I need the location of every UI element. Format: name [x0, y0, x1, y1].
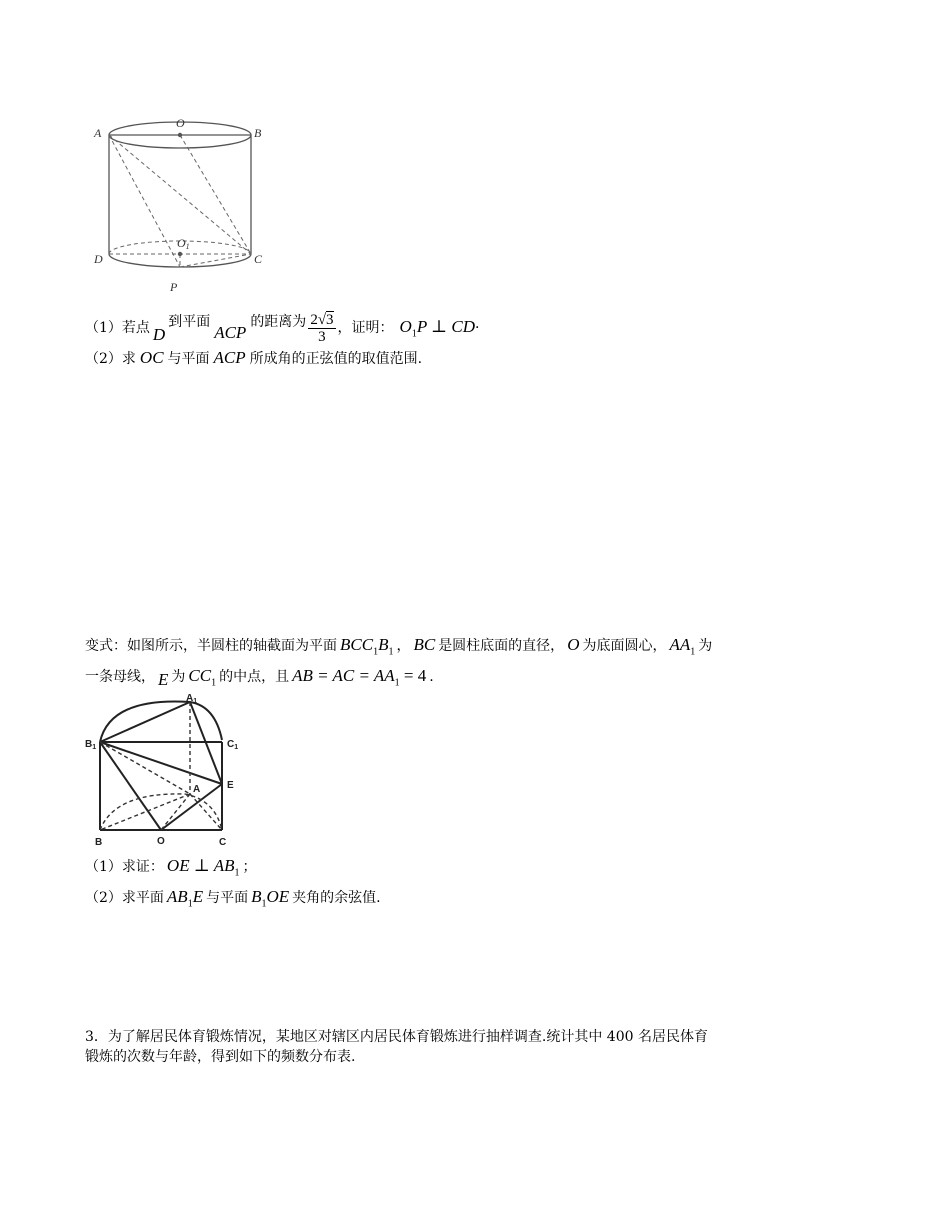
q1-prove: ，证明：: [337, 320, 394, 336]
variant-aa1: $AA_1$: [669, 635, 696, 658]
variant-diameter-text: 是圆柱底面的直径，: [438, 638, 565, 654]
label-p: P: [170, 280, 178, 294]
segment-b1o: [100, 742, 161, 830]
variant-period: .: [429, 669, 434, 685]
variant-equation: AB = AC = $AA_1 = 4$: [292, 666, 427, 689]
q2-plane-acp: ACP: [213, 348, 246, 367]
label-a1: $A_1$: [186, 693, 198, 705]
label-o: O: [176, 116, 185, 130]
vq2-prefix: （2）求平面: [85, 890, 164, 906]
frac-num-radicand: 3: [326, 311, 334, 328]
q1-dist-text: 的距离为: [250, 314, 307, 330]
variant-cc1: $CC_1$: [188, 666, 217, 689]
label-o1: O1: [177, 236, 190, 251]
variant-comma: ，: [396, 638, 411, 654]
point-o: [178, 133, 182, 137]
problem-3-line-1: [85, 1027, 708, 1047]
question-2-line: [85, 348, 422, 369]
p3-text-2: 锻炼的次数与年龄，得到如下的频数分布表.: [85, 1049, 356, 1065]
variant-line-2: [85, 666, 434, 693]
vq2-end: 夹角的余弦值.: [292, 890, 381, 906]
q2-end: 所成角的正弦值的取值范围.: [249, 351, 423, 367]
label-e: E: [227, 780, 234, 791]
label-b: B: [254, 126, 262, 140]
segment-ac: [190, 794, 222, 830]
p3-text-1: 3．为了解居民体育锻炼情况，某地区对辖区内居民体育锻炼进行抽样调查.统计其中 400 名居民体育: [85, 1029, 708, 1045]
variant-bc: BC: [413, 635, 436, 654]
variant-e: E: [158, 670, 169, 689]
label-a: A: [193, 784, 201, 795]
frac-num-coef: 2: [310, 311, 318, 328]
q1-end: ·: [475, 320, 480, 336]
variant-question-2: [85, 887, 381, 914]
half-cylinder-figure: [85, 692, 245, 852]
vq2-mid: 与平面: [206, 890, 249, 906]
variant-center-text: 为底面圆心，: [582, 638, 667, 654]
segment-oc: [180, 135, 251, 254]
vq1-end: ；: [242, 859, 257, 875]
q1-mid: 到平面: [168, 314, 211, 330]
variant-generatrix: 一条母线，: [85, 669, 155, 685]
segment-b1a1: [100, 702, 190, 742]
question-1-line: [85, 310, 479, 344]
segment-oe: [161, 784, 222, 830]
label-c: C: [254, 252, 263, 266]
q1-point-d: D: [152, 325, 166, 344]
label-a: A: [94, 126, 102, 140]
bottom-semicircle: [100, 794, 222, 830]
q1-expr: $O_1P$ ⊥ CD: [399, 317, 476, 340]
label-b: B: [95, 837, 103, 848]
label-b1: $B_1$: [85, 739, 97, 751]
q2-mid: 与平面: [167, 351, 210, 367]
q2-prefix: （2）求: [85, 351, 136, 367]
variant-plane: $BCC_1B_1$: [340, 635, 394, 658]
cylinder-figure: [85, 115, 275, 300]
vq1-prefix: （1）求证：: [85, 859, 164, 875]
problem-3-line-2: [85, 1047, 355, 1067]
q1-prefix: （1）若点: [85, 320, 150, 336]
variant-wei: 为: [698, 638, 713, 654]
vq1-expr: OE ⊥ $AB_1$: [166, 856, 240, 879]
segment-ap: [109, 135, 180, 267]
sqrt-sign: √: [317, 311, 327, 328]
variant-line-1: [85, 635, 712, 662]
vq2-plane-b1oe: $B_1OE$: [251, 887, 290, 910]
label-o: O: [157, 836, 165, 847]
label-c1: $C_1$: [227, 739, 239, 751]
q2-line-oc: OC: [139, 348, 164, 367]
label-d: D: [94, 252, 103, 266]
point-o1: [178, 252, 182, 256]
label-c: C: [219, 837, 227, 848]
variant-intro: 变式：如图所示，半圆柱的轴截面为平面: [85, 638, 337, 654]
variant-o: O: [567, 635, 580, 654]
variant-wei2: 为: [171, 669, 186, 685]
frac-den: 3: [318, 328, 326, 345]
variant-question-1: [85, 856, 257, 883]
q1-distance-fraction: [308, 312, 335, 345]
vq2-plane-ab1e: $AB_1E$: [166, 887, 204, 910]
q1-plane-acp: ACP: [214, 323, 247, 342]
variant-midpoint-text: 的中点，且: [219, 669, 290, 685]
